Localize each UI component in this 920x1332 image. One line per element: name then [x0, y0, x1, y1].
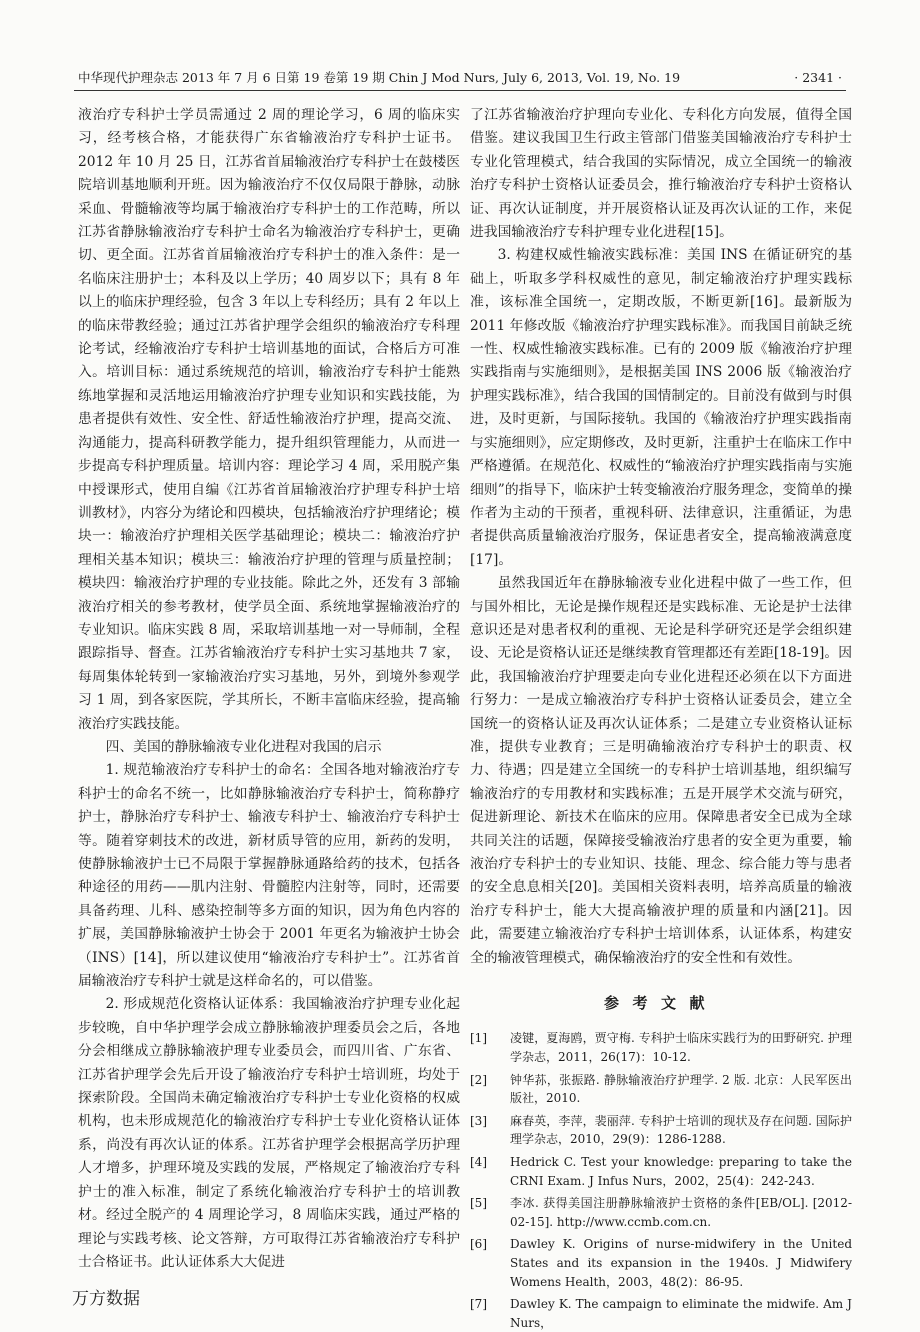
journal-citation: 中华现代护理杂志 2013 年 7 月 6 日第 19 卷第 19 期 Chin J Mod Nurs, July 6, 2013, Vol. 19, No. 19 [78, 70, 681, 85]
reference-number: [7] [470, 1297, 487, 1312]
section-heading: 四、美国的静脉输液专业化进程对我国的启示 [105, 738, 382, 755]
paragraph: 3. 构建权威性输液实践标准：美国 INS 在循证研究的基础上，听取多学科权威性的意见，制定输液治疗护理实践标准，该标准全国统一，定期改版，不断更新[16]。最新版为 2011 年修改版《输液治疗护理实践标准》。而我国目前缺乏统一性、权威性输液实践标准。已有的 2009 版《输液治疗护理实践指南与实施细则》，是根据美国 INS 2006 版《输液治疗护理实践标准》，结合我国的国情制定的。目前没有做到与时俱进，及时更新，与国际接轨。我国的《输液治疗护理实践指南与实施细则》，应定期修改，及时更新，注重护士在临床工作中严格遵循。在规范化、权威性的“输液治疗护理实践指南与实施细则”的指导下，临床护士转变输液治疗服务理念，变简单的操作者为主动的干预者，重视科研、法律意识，注重循证，为患者提供高质量输液治疗服务，保证患者安全，提高输液满意度[17]。 [470, 247, 852, 568]
paragraph: 2. 形成规范化资格认证体系：我国输液治疗护理专业化起步较晚，自中华护理学会成立静脉输液护理委员会之后，各地分会相继成立静脉输液护理专业委员会，而四川省、广东省、江苏省护理学会先后开设了输液治疗专科护士培训班，均处于探索阶段。全国尚未确定输液治疗专科护士专业化资格的权威机构，也未形成规范化的输液治疗专科护士专业化资格认证体系，尚没有再次认证的体系。江苏省护理学会根据高学历护理人才增多，护理环境及实践的发展，严格规定了输液治疗专科护士的准入标准，制定了系统化输液治疗专科护士的培训教材。经过全脱产的 4 周理论学习，8 周临床实践，通过严格的理论与实践考核、论文答辩，方可取得江苏省输液治疗专科护士合格证书。此认证体系大大促进 [78, 996, 460, 1270]
paragraph: 液治疗专科护士学员需通过 2 周的理论学习，6 周的临床实习，经考核合格，才能获得广东省输液治疗专科护士证书。2012 年 10 月 25 日，江苏省首届输液治疗专科护士在鼓楼医院培训基地顺利开班。因为输液治疗不仅仅局限于静脉，动脉采血、骨髓输液等均属于输液治疗专科护士的工作范畴，所以江苏省静脉输液治疗专科护士命名为输液治疗专科护士，更确切、更全面。江苏省首届输液治疗专科护士的准入条件：是一名临床注册护士；本科及以上学历；40 周岁以下；具有 8 年以上的临床护理经验，包含 3 年以上专科经历；具有 2 年以上的临床带教经验；通过江苏省护理学会组织的输液治疗专科理论考试，经输液治疗专科护士培训基地的面试，合格后方可准入。培训目标：通过系统规范的培训，输液治疗专科护士能熟练地掌握和灵活地运用输液治疗护理专业知识和实践技能，为患者提供有效性、安全性、舒适性输液治疗护理，提高交流、沟通能力，提高科研教学能力，提升组织管理能力，从而进一步提高专科护理质量。培训内容：理论学习 4 周，采用脱产集中授课形式，使用自编《江苏省首届输液治疗护理专科护士培训教材》，内容分为绪论和四模块，包括输液治疗护理绪论；模块一：输液治疗护理相关医学基础理论；模块二：输液治疗护理相关基本知识；模块三：输液治疗护理的管理与质量控制；模块四：输液治疗护理的专业技能。除此之外，还发有 3 部输液治疗相关的参考教材，使学员全面、系统地掌握输液治疗的专业知识。临床实践 8 周，采取培训基地一对一导师制，全程跟踪指导、督查。江苏省输液治疗专科护士实习基地共 7 家，每周集体轮转到一家输液治疗实习基地，另外，到境外参观学习 1 周，到各家医院，学其所长，不断丰富临床经验，提高输液治疗实践技能。 [78, 107, 460, 732]
reference-item [470, 1235, 852, 1291]
running-header [74, 66, 846, 91]
reference-text: Dawley K. The campaign to eliminate the midwife. Am J Nurs， [510, 1297, 852, 1330]
right-column [470, 104, 852, 1330]
reference-item [470, 1295, 852, 1332]
reference-text: 麻春英，李萍，裴丽萍. 专科护士培训的现状及存在问题. 国际护理学杂志，2010，29(9)：1286-1288. [510, 1113, 852, 1147]
paragraph: 虽然我国近年在静脉输液专业化进程中做了一些工作，但与国外相比，无论是操作规程还是实践标准、无论是护士法律意识还是对患者权利的重视、无论是科学研究还是学会组织建设、无论是资格认证还是继续教育管理都还有差距[18-19]。因此，我国输液治疗护理要走向专业化进程还必须在以下方面进行努力：一是成立输液治疗专科护士资格认证委员会，建立全国统一的资格认证及再次认证体系；二是建立专业资格认证标准，提供专业教育；三是明确输液治疗专科护士的职责、权力、待遇；四是建立全国统一的专科护士培训基地，组织编写输液治疗的专用教材和实践标准；五是开展学术交流与研究，促进新理论、新技术在临床的应用。保障患者安全已成为全球共同关注的话题，保障接受输液治疗患者的安全更为重要，输液治疗专科护士的专业知识、技能、理念、综合能力等与患者的安全息息相关[20]。美国相关资料表明，培养高质量的输液治疗专科护士，能大大提高输液护理的质量和内涵[21]。因此，需要建立输液治疗专科护士培训体系，认证体系，构建安全的输液管理模式，确保输液治疗的安全性和有效性。 [470, 575, 852, 966]
reference-text: 钟华荪，张振路. 静脉输液治疗护理学. 2 版. 北京：人民军医出版社，2010. [510, 1072, 852, 1106]
reference-item [470, 1071, 852, 1108]
reference-list [470, 1029, 852, 1332]
wanfang-watermark: 万方数据 [72, 1289, 140, 1309]
page-number: · 2341 · [794, 70, 842, 85]
paragraph: 1. 规范输液治疗专科护士的命名：全国各地对输液治疗专科护士的命名不统一，比如静脉输液治疗专科护士，简称静疗护士，静脉治疗专科护士、输液专科护士、输液治疗专科护士等。随着穿刺技术的改进，新材质导管的应用，新药的发明，使静脉输液护士已不局限于掌握静脉通路给药的技术，包括各种途径的用药——肌内注射、骨髓腔内注射等，同时，还需要具备药理、儿科、感染控制等多方面的知识，因为角色内容的扩展，美国静脉输液护士协会于 2001 年更名为输液护士协会（INS）[14]，所以建议使用“输液治疗专科护士”。江苏省首届输液治疗专科护士就是这样命名的，可以借鉴。 [78, 762, 460, 990]
reference-item [470, 1153, 852, 1190]
reference-text: 凌键，夏海鸥，贾守梅. 专科护士临床实践行为的田野研究. 护理学杂志，2011，26(17)：10-12. [510, 1031, 852, 1065]
left-column [78, 104, 460, 1270]
reference-number: [1] [470, 1031, 487, 1046]
reference-number: [2] [470, 1072, 487, 1087]
reference-item [470, 1029, 852, 1066]
reference-item [470, 1112, 852, 1149]
reference-number: [3] [470, 1113, 487, 1128]
reference-item [470, 1194, 852, 1231]
paragraph: 了江苏省输液治疗护理向专业化、专科化方向发展，值得全国借鉴。建议我国卫生行政主管部门借鉴美国输液治疗专科护士专业化管理模式，结合我国的实际情况，成立全国统一的输液治疗专科护士资格认证委员会，推行输液治疗专科护士资格认证、再次认证制度，并开展资格认证及再次认证的工作，来促进我国输液治疗专科护理专业化进程[15]。 [470, 107, 852, 241]
references-title: 参考文献 [603, 994, 718, 1013]
reference-text: 李冰. 获得美国注册静脉输液护士资格的条件[EB/OL]. [2012-02-15]. http://www.ccmb.com.cn. [510, 1196, 852, 1229]
reference-number: [6] [470, 1237, 487, 1252]
reference-number: [5] [470, 1196, 487, 1211]
reference-number: [4] [470, 1155, 487, 1169]
reference-text: Hedrick C. Test your knowledge: preparing to take the CRNI Exam. J Infus Nurs，2002，25(4)：242-243. [510, 1155, 852, 1188]
reference-text: Dawley K. Origins of nurse-midwifery in the United States and its expansion in the 1940s. J Midwifery Womens Health，2003，48(2)：86-95. [510, 1237, 852, 1289]
